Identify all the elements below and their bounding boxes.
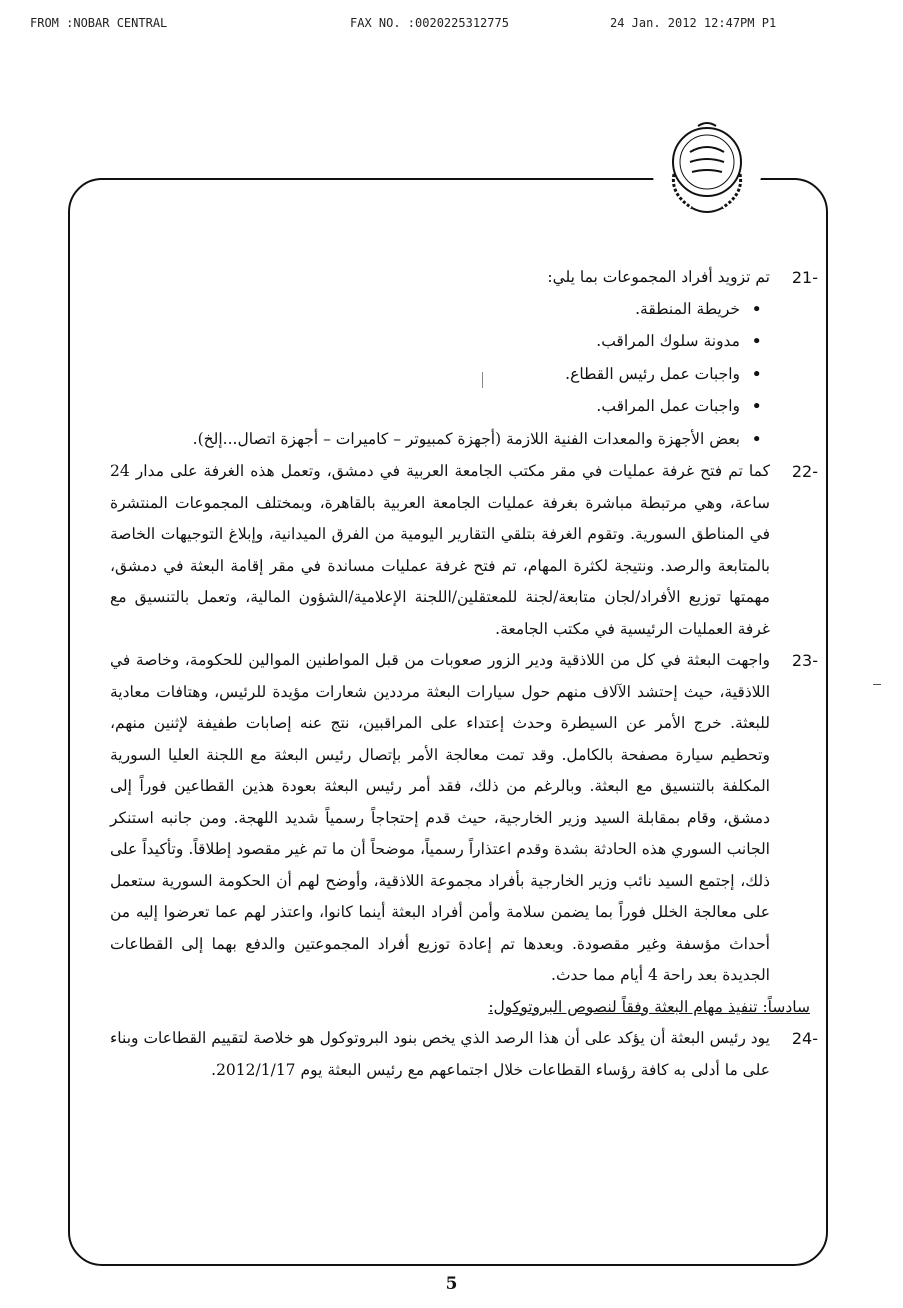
- item-24-number: 24-: [791, 1029, 818, 1048]
- arab-league-emblem-icon: [652, 112, 762, 222]
- item-24-text: يود رئيس البعثة أن يؤكد على أن هذا الرصد الذي يخص بنود البروتوكول هو خلاصة لتقييم القطاعات وبناء على ما أدلى به كافة رؤساء القطاعات خلال اجتماعهم مع رئيس البعثة يوم 2012/1/17.: [110, 1029, 770, 1079]
- item-24: [110, 1023, 818, 1086]
- item-23-text: واجهت البعثة في كل من اللاذقية ودير الزور صعوبات من قبل المواطنين الموالين للحكومة، وخاصة في اللاذقية، حيث إحتشد الآلاف منهم حول سيارات البعثة مرددين شعارات مؤيدة للرئيس، وهتافات معادية للبعثة. خرج الأمر عن السيطرة وحدث إعتداء على المراقبين، نتج عنه إصابات طفيفة لإثنين منهم، وتحطيم سيارة مصفحة بالكامل. وقد تمت معالجة الأمر بإتصال رئيس البعثة مع اللجنة العليا السورية المكلفة بالتنسيق مع البعثة. وبالرغم من ذلك، فقد أمر رئيس البعثة بعودة هذين القطاعين فوراً إلى دمشق، وقام بمقابلة السيد وزير الخارجية، حيث قدم إحتجاجاً رسمياً شديد اللهجة. ومن جانبه استنكر الجانب السوري هذه الحادثة بشدة وقدم اعتذاراً رسمياً، موضحاً أن ما تم غير مقصود إطلاقاً. وتأكيداً على ذلك، إجتمع السيد نائب وزير الخارجية بأفراد مجموعة اللاذقية، وأوضح لهم أن الحكومة السورية ستعمل على معالجة الخلل فوراً بما يضمن سلامة وأمن أفراد البعثة أينما كانوا، واعتذر لهم عما تعرضوا إليه من أحداث مؤسفة وغير مقصودة. وبعدها تم إعادة توزيع أفراد المجموعتين والدفع بهما إلى القطاعات الجديدة بعد راحة 4 أيام مما حدث.: [110, 651, 770, 984]
- item-21: [110, 262, 818, 294]
- item-21-text: تم تزويد أفراد المجموعات بما يلي:: [547, 268, 770, 286]
- item-22: [110, 456, 818, 645]
- fax-number: FAX NO. :0020225312775: [350, 16, 509, 30]
- item-23-number: 23-: [791, 651, 818, 670]
- list-item: • واجبات عمل المراقب.: [110, 391, 818, 424]
- list-item: • واجبات عمل رئيس القطاع.: [110, 359, 818, 392]
- fax-from: FROM :NOBAR CENTRAL: [30, 16, 168, 30]
- document-body: [110, 262, 818, 1086]
- item-22-number: 22-: [791, 462, 818, 481]
- list-item: • مدونة سلوك المراقب.: [110, 326, 818, 359]
- list-item: • خريطة المنطقة.: [110, 294, 818, 327]
- item-23: [110, 645, 818, 992]
- section-heading: سادساً: تنفيذ مهام البعثة وفقاً لنصوص البروتوكول:: [488, 997, 810, 1016]
- page-number: 5: [445, 1274, 458, 1294]
- fax-header: [30, 16, 820, 36]
- scan-artifact: [873, 684, 881, 685]
- equipment-list: [110, 294, 818, 457]
- list-item: • بعض الأجهزة والمعدات الفنية اللازمة (أجهزة كمبيوتر – كاميرات – أجهزة اتصال...إلخ).: [110, 424, 818, 457]
- item-21-number: 21-: [791, 268, 818, 287]
- scan-artifact: [482, 372, 483, 388]
- fax-datetime: 24 Jan. 2012 12:47PM P1: [610, 16, 777, 30]
- item-22-text: كما تم فتح غرفة عمليات في مقر مكتب الجامعة العربية في دمشق، وتعمل هذه الغرفة على مدار 24 ساعة، وهي مرتبطة مباشرة بغرفة عمليات الجامعة العربية بالقاهرة، وبمختلف المجموعات المنتشرة في المناطق السورية. وتقوم الغرفة بتلقي التقارير اليومية من الفرق الميدانية، وإبلاغ التوجيهات الخاصة بالمتابعة والرصد. ونتيجة لكثرة المهام، تم فتح غرفة عمليات مساندة في مقر إقامة البعثة في دمشق، مهمتها توزيع الأفراد/لجان متابعة/لجنة للمعتقلين/اللجنة الإعلامية/الشؤون المالية، وتعمل بالتنسيق مع غرفة العمليات الرئيسية في مكتب الجامعة.: [110, 462, 770, 638]
